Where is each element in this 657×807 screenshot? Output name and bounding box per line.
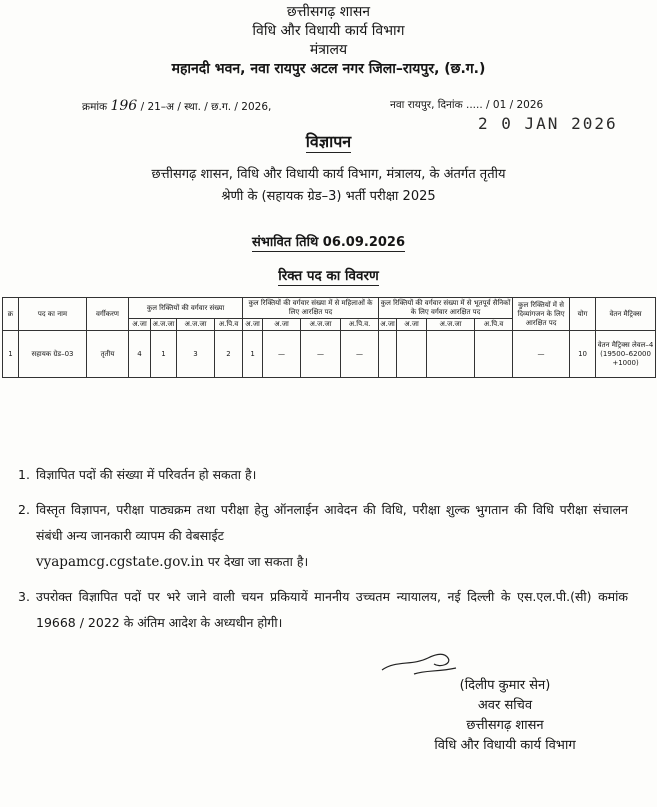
signatory-name: (दिलीप कुमार सेन) <box>459 678 551 693</box>
col-exservice-category: कुल रिक्तियों की वर्गवार संख्या में से भूतपूर्व सैनिकों के लिए वर्गवार आरक्षित पद <box>379 298 513 319</box>
table-subheader-row: अ.जा अ.ज.जा अ.ज.जा अ.पि.व अ.जा अ.जा अ.ज.जा अ.पि.व. अ.जा अ.जा अ.ज.जा अ.पि.व <box>3 319 656 331</box>
department-name: विधि और विधायी कार्य विभाग <box>252 23 405 39</box>
advertisement-title: विज्ञापन <box>305 132 352 151</box>
col-women-category: कुल रिक्तियों की वर्गवार संख्या में से महिलाओं के लिए आरक्षित पद <box>243 298 379 319</box>
col-post: पद का नाम <box>19 298 87 331</box>
col-disabled: कुल रिक्तियों में से दिव्यांगजन के लिए आरक्षित पद <box>513 298 570 331</box>
table-header-row <box>3 298 656 319</box>
signatory-org: छत्तीसगढ़ शासन <box>466 718 544 733</box>
vacancy-table <box>2 297 656 378</box>
notes-list <box>18 462 628 645</box>
signatory-dept: विधि और विधायी कार्य विभाग <box>434 738 576 753</box>
letterhead <box>0 3 657 79</box>
table-row: 1 सहायक ग्रेड–03 तृतीय 4 1 3 2 1 — — — — 10 वेतन मैट्रिक्स लेवल–4 (19500–62000 +1000) <box>3 331 656 378</box>
col-total: योग <box>570 298 596 331</box>
signature <box>378 648 468 678</box>
list-item: 3. उपरोक्त विज्ञापित पदों पर भरे जाने वाली चयन प्रकियायें माननीय उच्चतम न्यायालय, नई दिल्ली के एस.एल.पी.(सी) कमांक 19668 / 2022 के अंतिम आदेश के अध्यधीन होगी। <box>18 589 628 630</box>
website-link[interactable]: vyapamcg.cgstate.gov.in <box>36 554 204 570</box>
signatory-block <box>395 676 615 756</box>
handwritten-number: 196 <box>110 98 138 114</box>
address: महानदी भवन, नवा रायपुर अटल नगर जिला–रायपुर, (छ.ग.) <box>171 61 486 77</box>
vacancy-title: रिक्त पद का विवरण <box>278 268 379 284</box>
place-date: नवा रायपुर, दिनांक ..... / 01 / 2026 <box>390 99 544 111</box>
list-item: 2. विस्तृत विज्ञापन, परीक्षा पाठ्यक्रम तथा परीक्षा हेतु ऑनलाईन आवेदन की विधि, परीक्षा शुल्क भुगतान की विधि परीक्षा संचालन संबंधी अन्य जानकारी व्यापम की वेबसाईट vyapamcg.cgstate.gov.in पर देखा जा सकता है। <box>18 502 628 570</box>
date-stamp: 2 0 JAN 2026 <box>478 114 618 133</box>
col-serial: क्र <box>3 298 19 331</box>
advertisement-subject: छत्तीसगढ़ शासन, विधि और विधायी कार्य विभाग, मंत्रालय, के अंतर्गत तृतीय श्रेणी के (सहायक ग्रेड–3) भर्ती परीक्षा 2025 <box>151 167 506 204</box>
reference-number: क्रमांक 196 / 21–अ / स्था. / छ.ग. / 2026, <box>82 98 272 114</box>
ministry-label: मंत्रालय <box>309 42 348 58</box>
govt-name: छत्तीसगढ़ शासन <box>286 4 371 20</box>
col-class: वर्गीकरण <box>87 298 129 331</box>
tentative-date: संभावित तिथि 06.09.2026 <box>251 235 406 250</box>
col-pay-matrix: वेतन मैट्रिक्स <box>596 298 656 331</box>
col-total-category: कुल रिक्तियों की वर्गवार संख्या <box>129 298 243 319</box>
list-item: 1. विज्ञापित पदों की संख्या में परिवर्तन हो सकता है। <box>18 467 257 482</box>
signatory-designation: अवर सचिव <box>477 698 533 713</box>
